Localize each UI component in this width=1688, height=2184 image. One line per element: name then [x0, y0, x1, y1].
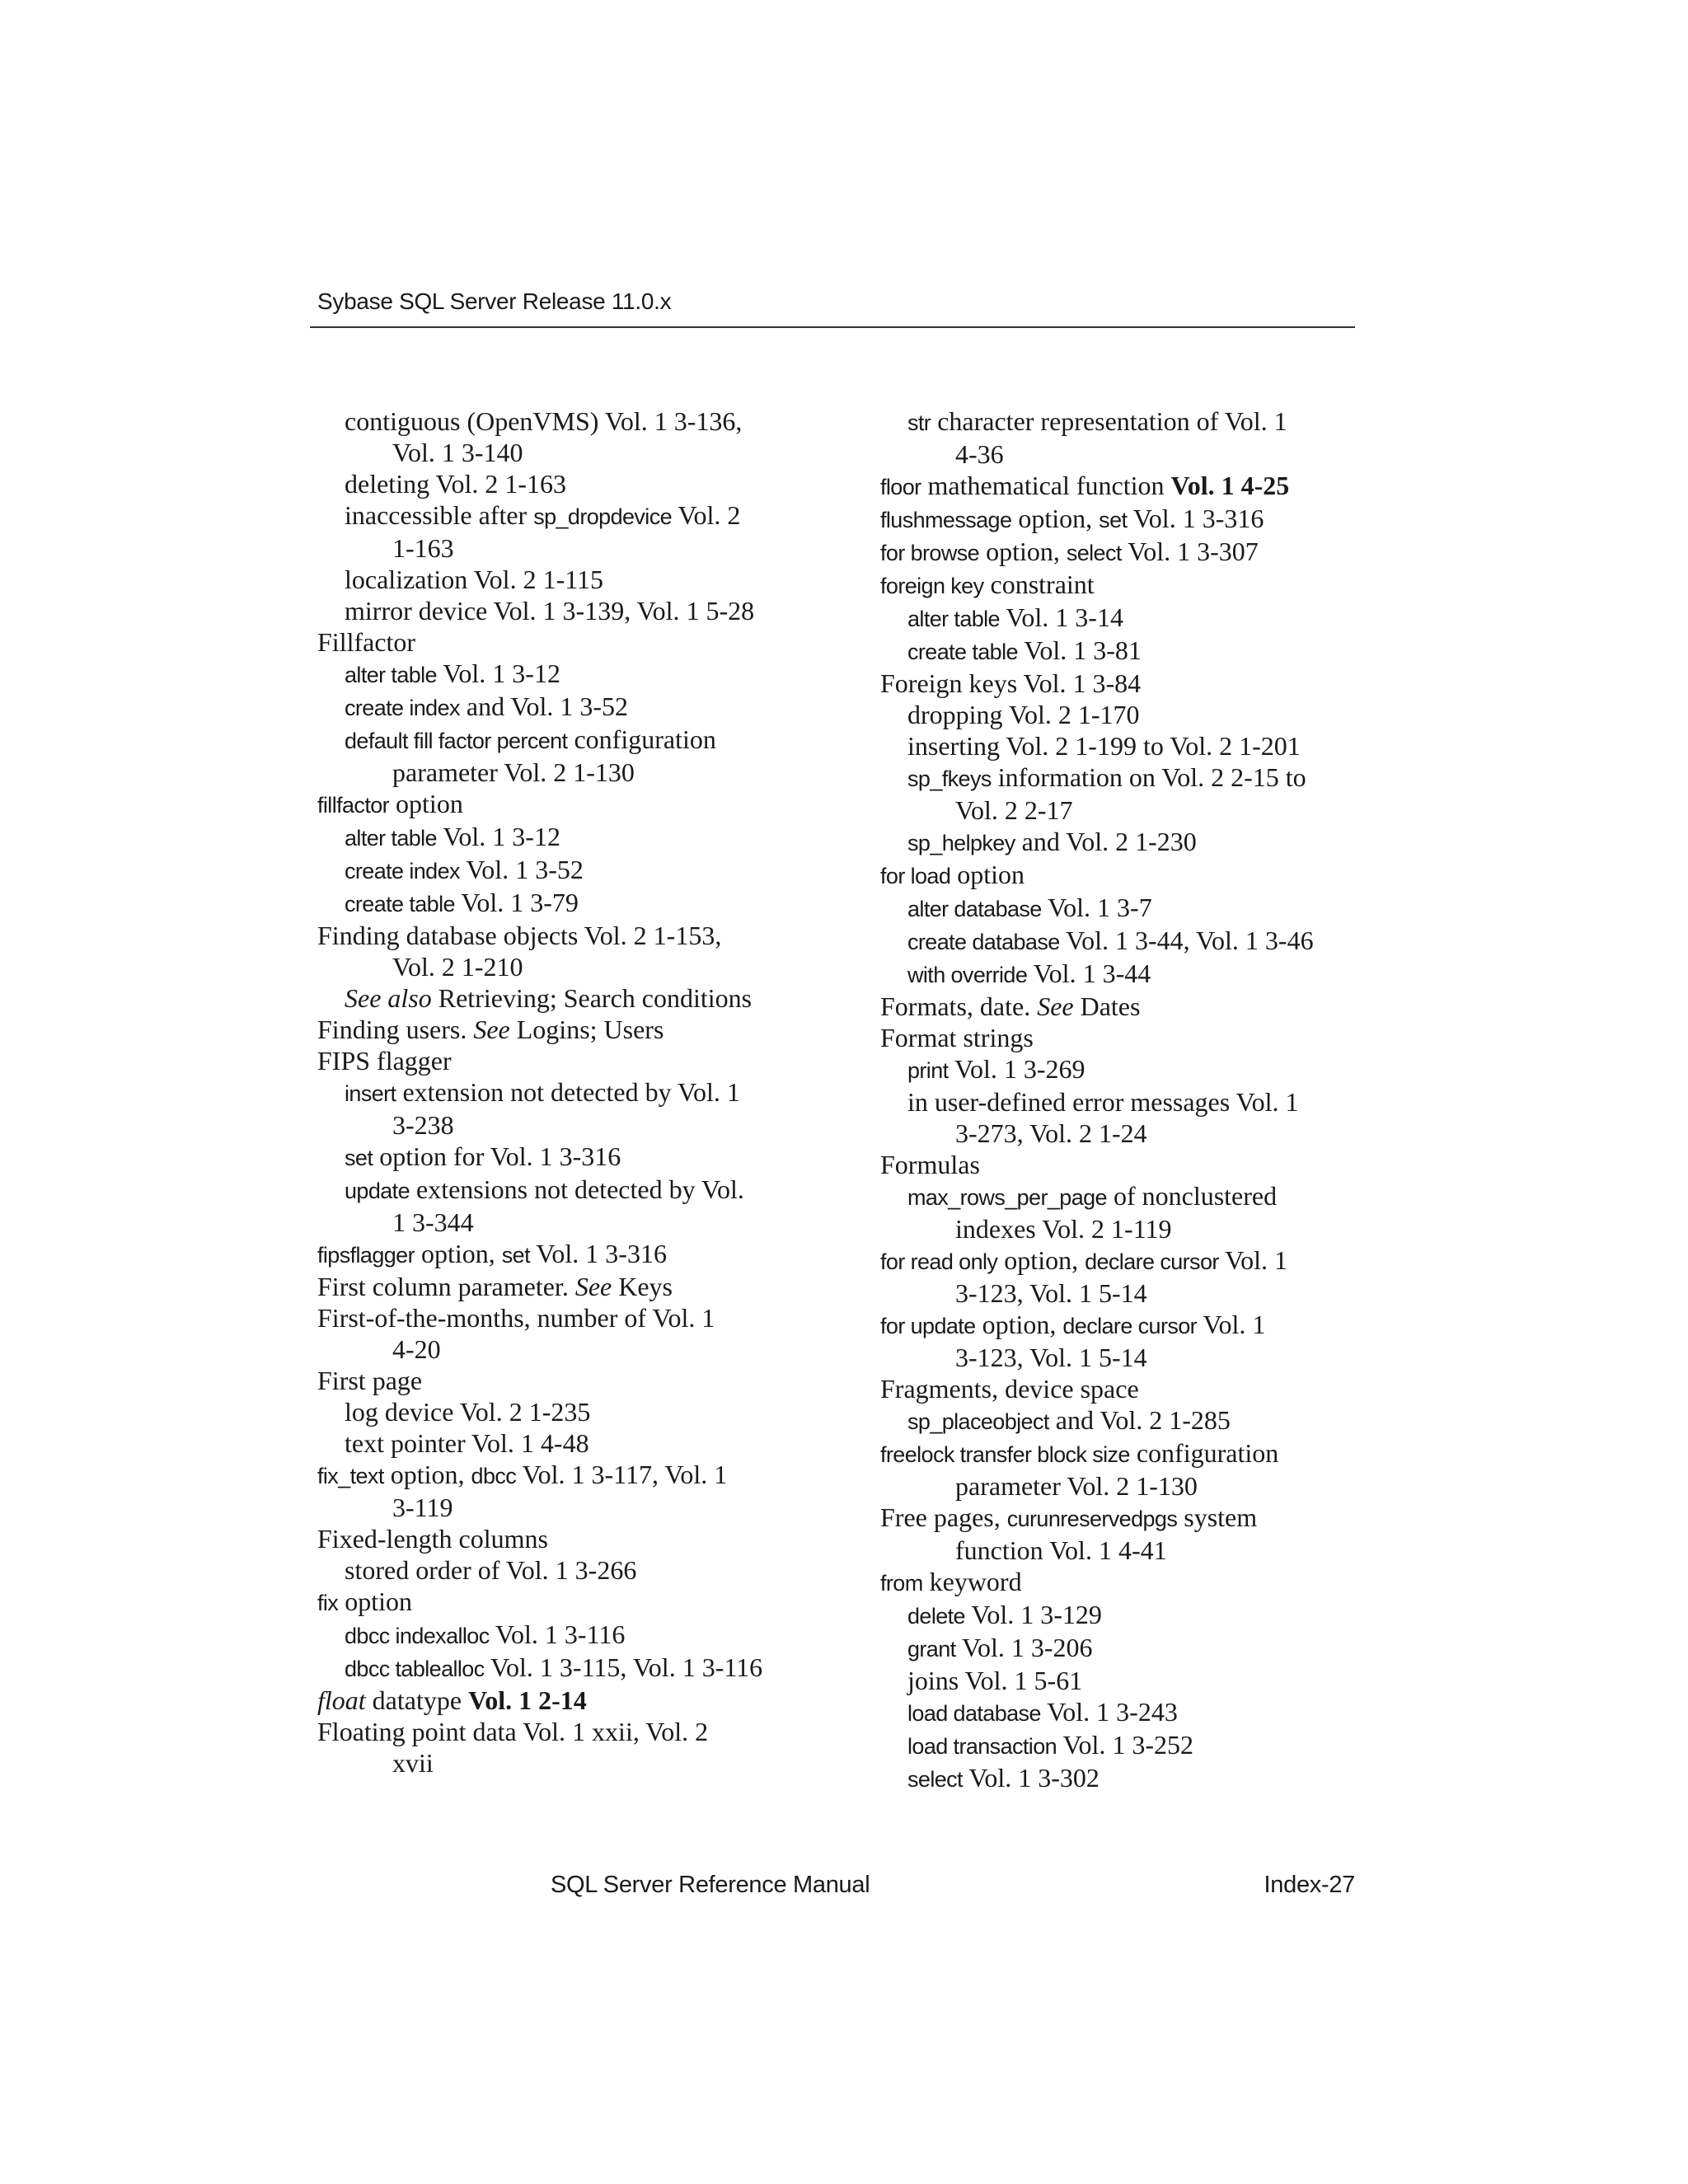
code-term: str — [907, 410, 931, 435]
index-entry — [317, 1141, 820, 1174]
code-term: for update — [880, 1314, 976, 1338]
entry-text: localization Vol. 2 1-115 — [345, 565, 604, 594]
index-entry — [880, 503, 1383, 536]
code-term: for browse — [880, 541, 980, 565]
entry-text: Floating point data Vol. 1 xxii, Vol. 2 — [317, 1717, 709, 1746]
entry-text: Vol. 1 3-12 — [436, 822, 560, 851]
index-entry — [880, 1729, 1383, 1762]
entry-text: keyword — [922, 1567, 1022, 1596]
entry-text: First page — [317, 1366, 423, 1395]
entry-text: option, — [383, 1460, 471, 1489]
index-entry — [880, 635, 1383, 668]
code-term: foreign key — [880, 574, 984, 598]
italic-term: float — [317, 1685, 366, 1715]
entry-text: extensions not detected by Vol. — [409, 1174, 744, 1204]
index-entry — [317, 1014, 820, 1045]
code-term: update — [345, 1179, 410, 1203]
entry-text: Retrieving; Search conditions — [431, 983, 753, 1013]
entry-text: constraint — [983, 569, 1095, 599]
entry-text: FIPS flagger — [317, 1046, 452, 1076]
index-entry — [880, 1566, 1383, 1599]
code-term: max_rows_per_page — [907, 1185, 1107, 1210]
entry-text: parameter Vol. 2 1-130 — [955, 1471, 1198, 1501]
entry-text: Vol. 1 3-12 — [436, 658, 560, 688]
index-entry — [317, 854, 820, 887]
index-entry — [317, 1238, 820, 1271]
index-entry — [880, 1404, 1383, 1437]
italic-term: See — [574, 1272, 612, 1301]
entry-text: contiguous (OpenVMS) Vol. 1 3-136, — [345, 406, 743, 436]
entry-text: option, — [979, 537, 1067, 566]
entry-text: Foreign keys Vol. 1 3-84 — [880, 668, 1142, 698]
entry-text: deleting Vol. 2 1-163 — [345, 469, 567, 499]
entry-text: Vol. 1 — [1197, 1310, 1266, 1339]
italic-term: See — [473, 1015, 510, 1044]
index-entry — [317, 1523, 820, 1554]
index-entry-continuation — [317, 1109, 820, 1141]
entry-text: Vol. 1 — [1218, 1245, 1288, 1275]
index-entry — [880, 569, 1383, 602]
index-entry — [317, 982, 820, 1014]
index-entry — [880, 730, 1383, 762]
entry-text: Vol. 1 3-252 — [1057, 1730, 1193, 1760]
code-term: declare cursor — [1062, 1314, 1198, 1338]
entry-text: Logins; Users — [509, 1015, 664, 1044]
code-term: fix_text — [317, 1464, 384, 1488]
index-entry-continuation — [317, 951, 820, 982]
code-term: create table — [345, 892, 455, 916]
code-term: load transaction — [907, 1734, 1057, 1759]
entry-text: option for Vol. 1 3-316 — [373, 1141, 621, 1171]
entry-text: in user-defined error messages Vol. 1 — [907, 1087, 1299, 1117]
index-entry — [880, 958, 1383, 991]
entry-text: 3-119 — [392, 1493, 453, 1522]
entry-text: Vol. 1 3-307 — [1121, 537, 1259, 566]
entry-text: inaccessible after — [345, 500, 534, 530]
entry-text: Finding users. — [317, 1015, 474, 1044]
index-entry — [317, 1076, 820, 1109]
index-entry — [880, 1437, 1383, 1470]
entry-text: 3-238 — [392, 1110, 454, 1140]
code-term: curunreservedpgs — [1006, 1507, 1178, 1531]
code-term: create table — [907, 640, 1018, 664]
index-entry — [880, 1762, 1383, 1795]
index-entry-continuation — [317, 437, 820, 468]
entry-text: Fragments, device space — [880, 1374, 1139, 1404]
code-term: dbcc — [471, 1464, 517, 1488]
entry-text: datatype — [365, 1685, 469, 1715]
index-entry — [880, 1022, 1383, 1053]
index-entry-continuation — [880, 1470, 1383, 1502]
code-term: floor — [880, 475, 921, 499]
index-column-left — [317, 405, 820, 1779]
code-term: with override — [907, 963, 1028, 987]
code-term: alter table — [345, 663, 437, 687]
code-term: set — [1099, 508, 1128, 532]
entry-text: Formulas — [880, 1150, 980, 1179]
entry-text: configuration — [1129, 1438, 1279, 1468]
index-entry-continuation — [880, 1342, 1383, 1373]
entry-text: joins Vol. 1 5-61 — [907, 1666, 1083, 1695]
entry-text: mathematical function — [921, 471, 1171, 500]
index-entry — [317, 1271, 820, 1302]
entry-text: Vol. 1 3-44 — [1027, 958, 1151, 988]
index-entry — [317, 626, 820, 658]
entry-text: Vol. 1 3-116 — [489, 1619, 626, 1649]
entry-text: Dates — [1073, 991, 1141, 1021]
index-entry — [317, 920, 820, 951]
entry-text: 4-36 — [955, 439, 1004, 469]
index-entry — [317, 1427, 820, 1459]
entry-text: Formats, date. — [880, 991, 1038, 1021]
index-entry — [317, 1365, 820, 1396]
code-term: alter table — [907, 607, 1000, 631]
index-entry — [880, 699, 1383, 730]
index-entry — [317, 1302, 820, 1333]
primary-reference: Vol. 1 2-14 — [468, 1685, 587, 1715]
index-entry — [880, 1086, 1383, 1118]
entry-text: xvii — [392, 1748, 434, 1778]
code-term: sp_fkeys — [907, 766, 992, 791]
index-entry — [880, 536, 1383, 569]
index-entry — [880, 826, 1383, 859]
code-term: load database — [907, 1701, 1041, 1726]
index-entry — [317, 1459, 820, 1492]
code-term: select — [907, 1767, 963, 1792]
code-term: insert — [345, 1081, 396, 1106]
index-entry — [317, 1396, 820, 1427]
index-entry — [880, 762, 1383, 794]
index-entry-continuation — [317, 1492, 820, 1523]
footer-manual-title: SQL Server Reference Manual — [551, 1872, 870, 1898]
index-entry — [880, 925, 1383, 958]
index-entry — [317, 691, 820, 724]
entry-text: Format strings — [880, 1023, 1034, 1052]
primary-reference: Vol. 1 4-25 — [1170, 471, 1290, 500]
code-term: fix — [317, 1591, 339, 1615]
code-term: freelock transfer block size — [880, 1442, 1130, 1467]
entry-text: option, — [997, 1245, 1085, 1275]
entry-text: Fillfactor — [317, 627, 416, 657]
index-entry — [317, 595, 820, 626]
entry-text: parameter Vol. 2 1-130 — [392, 757, 635, 787]
entry-text: option — [950, 860, 1025, 889]
code-term: create index — [345, 696, 460, 720]
entry-text: 1-163 — [392, 533, 454, 563]
entry-text: First column parameter. — [317, 1272, 575, 1301]
code-term: select — [1066, 541, 1122, 565]
entry-text: Free pages, — [880, 1502, 1007, 1532]
code-term: dbcc tablealloc — [345, 1657, 485, 1681]
code-term: set — [501, 1243, 530, 1268]
index-entry — [317, 821, 820, 854]
index-entry — [317, 499, 820, 532]
entry-text: Fixed-length columns — [317, 1524, 548, 1554]
index-entry — [880, 1244, 1383, 1277]
index-entry — [317, 468, 820, 499]
entry-text: Vol. 1 3-269 — [948, 1054, 1085, 1084]
index-entry — [880, 470, 1383, 503]
entry-text: 4-20 — [392, 1334, 441, 1364]
index-entry — [880, 602, 1383, 635]
entry-text: Vol. 1 3-302 — [962, 1763, 1100, 1793]
entry-text: Vol. 1 3-316 — [1127, 504, 1264, 533]
code-term: alter table — [345, 826, 437, 851]
index-entry — [880, 1373, 1383, 1404]
entry-text: and Vol. 2 1-285 — [1048, 1405, 1231, 1435]
index-entry — [317, 1174, 820, 1207]
index-entry — [317, 788, 820, 821]
entry-text: Vol. 1 3-81 — [1017, 635, 1142, 665]
code-term: sp_placeobject — [907, 1409, 1049, 1434]
index-entry — [880, 991, 1383, 1022]
entry-text: information on Vol. 2 2-15 to — [991, 762, 1306, 792]
index-entry — [317, 1586, 820, 1619]
index-entry-continuation — [880, 1213, 1383, 1244]
code-term: grant — [907, 1637, 956, 1661]
code-term: set — [345, 1146, 373, 1170]
index-entry — [880, 1665, 1383, 1696]
entry-text: Vol. 1 3-140 — [392, 438, 523, 467]
code-term: declare cursor — [1085, 1249, 1219, 1274]
code-term: sp_dropdevice — [533, 504, 673, 529]
entry-text: function Vol. 1 4-41 — [955, 1535, 1167, 1565]
index-entry — [317, 405, 820, 437]
entry-text: and Vol. 2 1-230 — [1015, 827, 1197, 856]
italic-term: See — [1037, 991, 1074, 1021]
code-term: fipsflagger — [317, 1243, 415, 1268]
header-rule — [310, 326, 1355, 328]
index-entry-continuation — [317, 1747, 820, 1779]
index-entry — [317, 887, 820, 920]
index-entry-continuation — [880, 794, 1383, 826]
code-term: create index — [345, 859, 460, 883]
entry-text: option — [338, 1586, 412, 1616]
footer-page-number: Index-27 — [1264, 1872, 1355, 1898]
index-entry-continuation — [317, 1333, 820, 1365]
entry-text: extension not detected by Vol. 1 — [396, 1077, 740, 1107]
code-term: print — [907, 1058, 949, 1083]
code-term: for load — [880, 864, 951, 888]
index-entry — [317, 658, 820, 691]
index-entry — [317, 1045, 820, 1076]
entry-text: Vol. 1 3-52 — [459, 855, 584, 884]
code-term: create database — [907, 930, 1060, 954]
index-entry — [317, 1619, 820, 1652]
entry-text: Vol. 1 3-243 — [1040, 1697, 1178, 1727]
index-entry — [880, 405, 1383, 438]
entry-text: option, — [1011, 504, 1100, 533]
entry-text: inserting Vol. 2 1-199 to Vol. 2 1-201 — [907, 731, 1301, 761]
entry-text: 3-123, Vol. 1 5-14 — [955, 1343, 1147, 1372]
index-entry — [317, 724, 820, 757]
index-entry — [880, 1309, 1383, 1342]
code-term: flushmessage — [880, 508, 1012, 532]
entry-text: 1 3-344 — [392, 1207, 474, 1237]
index-entry — [880, 1053, 1383, 1086]
index-entry-continuation — [317, 757, 820, 788]
entry-text: Vol. 1 3-79 — [454, 888, 579, 917]
index-entry — [880, 1599, 1383, 1632]
index-entry — [317, 564, 820, 595]
index-entry — [880, 668, 1383, 699]
code-term: fillfactor — [317, 793, 390, 818]
code-term: for read only — [880, 1249, 998, 1274]
entry-text: mirror device Vol. 1 3-139, Vol. 1 5-28 — [345, 596, 755, 626]
index-entry-continuation — [880, 1535, 1383, 1566]
entry-text: character representation of Vol. 1 — [931, 406, 1287, 436]
entry-text: text pointer Vol. 1 4-48 — [345, 1428, 589, 1458]
entry-text: option, — [975, 1310, 1063, 1339]
entry-text: Vol. 2 1-210 — [392, 952, 523, 982]
entry-text: log device Vol. 2 1-235 — [345, 1397, 591, 1427]
entry-text: stored order of Vol. 1 3-266 — [345, 1555, 637, 1585]
entry-text: configuration — [567, 724, 716, 754]
entry-text: First-of-the-months, number of Vol. 1 — [317, 1303, 715, 1333]
index-entry-continuation — [317, 532, 820, 564]
running-header: Sybase SQL Server Release 11.0.x — [317, 288, 672, 314]
entry-text: Vol. 1 3-206 — [955, 1633, 1093, 1662]
index-entry — [880, 892, 1383, 925]
italic-term: See also — [345, 983, 432, 1013]
entry-text: Vol. 1 3-117, Vol. 1 — [516, 1460, 728, 1489]
index-entry — [880, 1696, 1383, 1729]
entry-text: Vol. 1 3-115, Vol. 1 3-116 — [484, 1652, 763, 1682]
code-term: delete — [907, 1604, 965, 1629]
code-term: default fill factor percent — [345, 729, 568, 753]
index-entry-continuation — [317, 1207, 820, 1238]
entry-text: option, — [414, 1239, 502, 1268]
entry-text: Vol. 1 3-14 — [999, 602, 1123, 632]
entry-text: Vol. 1 3-7 — [1041, 893, 1152, 922]
index-entry-continuation — [880, 1118, 1383, 1149]
entry-text: Vol. 1 3-129 — [964, 1600, 1102, 1629]
entry-text: Vol. 1 3-44, Vol. 1 3-46 — [1059, 926, 1314, 955]
index-entry — [880, 859, 1383, 892]
entry-text: indexes Vol. 2 1-119 — [955, 1214, 1172, 1244]
code-term: sp_helpkey — [907, 831, 1015, 855]
entry-text: Vol. 1 3-316 — [529, 1239, 667, 1268]
entry-text: option — [389, 789, 463, 818]
index-entry — [317, 1685, 820, 1716]
index-entry — [317, 1652, 820, 1685]
entry-text: 3-123, Vol. 1 5-14 — [955, 1278, 1147, 1308]
entry-text: system — [1177, 1502, 1258, 1532]
index-entry — [880, 1632, 1383, 1665]
entry-text: Vol. 2 — [672, 500, 741, 530]
code-term: dbcc indexalloc — [345, 1624, 490, 1648]
index-entry-continuation — [880, 1277, 1383, 1309]
entry-text: Keys — [612, 1272, 673, 1301]
index-column-right — [880, 405, 1383, 1795]
index-entry — [880, 1502, 1383, 1535]
entry-text: Vol. 2 2-17 — [955, 795, 1073, 825]
entry-text: 3-273, Vol. 2 1-24 — [955, 1118, 1147, 1148]
index-entry — [880, 1149, 1383, 1180]
index-entry — [880, 1180, 1383, 1213]
code-term: from — [880, 1571, 923, 1596]
entry-text: and Vol. 1 3-52 — [459, 691, 629, 721]
entry-text: of nonclustered — [1106, 1181, 1278, 1211]
code-term: alter database — [907, 897, 1042, 921]
entry-text: Finding database objects Vol. 2 1-153, — [317, 921, 722, 950]
index-entry — [317, 1554, 820, 1586]
index-entry — [317, 1716, 820, 1747]
index-entry-continuation — [880, 438, 1383, 470]
entry-text: dropping Vol. 2 1-170 — [907, 700, 1140, 729]
